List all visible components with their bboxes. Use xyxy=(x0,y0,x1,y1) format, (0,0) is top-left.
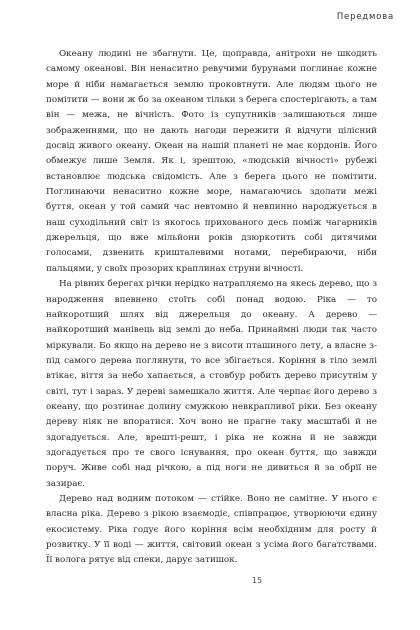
running-head-title: Передмова xyxy=(336,12,394,22)
page-number-line xyxy=(0,576,420,585)
paragraph-1: Океану людині не збагнути. Це, щоправда, анітрохи не шкодить самому океанові. Він ненаситно ревучими бурунами поглинає кожне море й ніби намагається землю проковтнути. Але людям цього не помітити — вони ж бо за океаном тільки з берега спостерігають, а там він — межа, не вічність. Фото із супутників залишаються лише зображеннями, що не дають нагоди пережити й відчути цілісний досвід живого океану. Океан на нашій планеті не має кордонів. Його обмежує лише Земля. Як і, зрештою, «людській вічності» рубежі встановлює людська свідомість. Але з берега цього не помітити. Поглинаючи ненаситно кожне море, намагаючись здолати межі буття, океан у той самий час невтомно й невпинно народжується в наш суходільний світ із якогось прихованого десь поміж чагарників джерельця, що вже мільйони років дзюркотить собі дитячими голосами, дзвенить кришталевими нотами, перебираючи, ніби пальцями, у своїх прозорих краплинах струни вічності. xyxy=(46,49,377,274)
paragraph-2: На рівних берегах річки нерідко натрапляємо на якесь дерево, що з народження впевнено стоїть собі понад водою. Ріка — то найкоротший шлях від джерельця до океану. А дерево — найкоротший манівець від землі до неба. Принаймні люди так часто міркували. Бо якщо на дерево не з висоти пташиного лету, а власне з-під самого дерева поглянути, то все збігається. Коріння в тіло землі втікає, віття за небо хапається, а стовбур робить дерево присутнім у світі, тут і зараз. У дереві замешкало життя. Але черпає його дерево з океану, що розтинає долину смужкою невкрапливої ріки. Без океану дереву ніяк не впоратися. Хоч воно не прагне таку масштабі й не здогадується. Але, врешті-решт, і ріка не кожна й не завжди здогадується про те свого існування, про океан буття, що завжди поруч. Живе собі над річкою, а під ноги не дивиться й за обрії не зазирає. xyxy=(46,279,377,489)
page-number: 15 xyxy=(251,576,263,585)
page-body xyxy=(46,47,377,569)
paragraph-3: Дерево над водним потоком — стійке. Воно не самітне. У нього є власна ріка. Дерево з рікою взаємодіє, співпрацює, утворюючи єдину екосистему. Ріка годує його коріння всім необхідним для росту й розвитку. У її воді — життя, світовий океан з усіма його багатствами. Її волога рятує від спеки, дарує затишок. xyxy=(46,493,377,566)
